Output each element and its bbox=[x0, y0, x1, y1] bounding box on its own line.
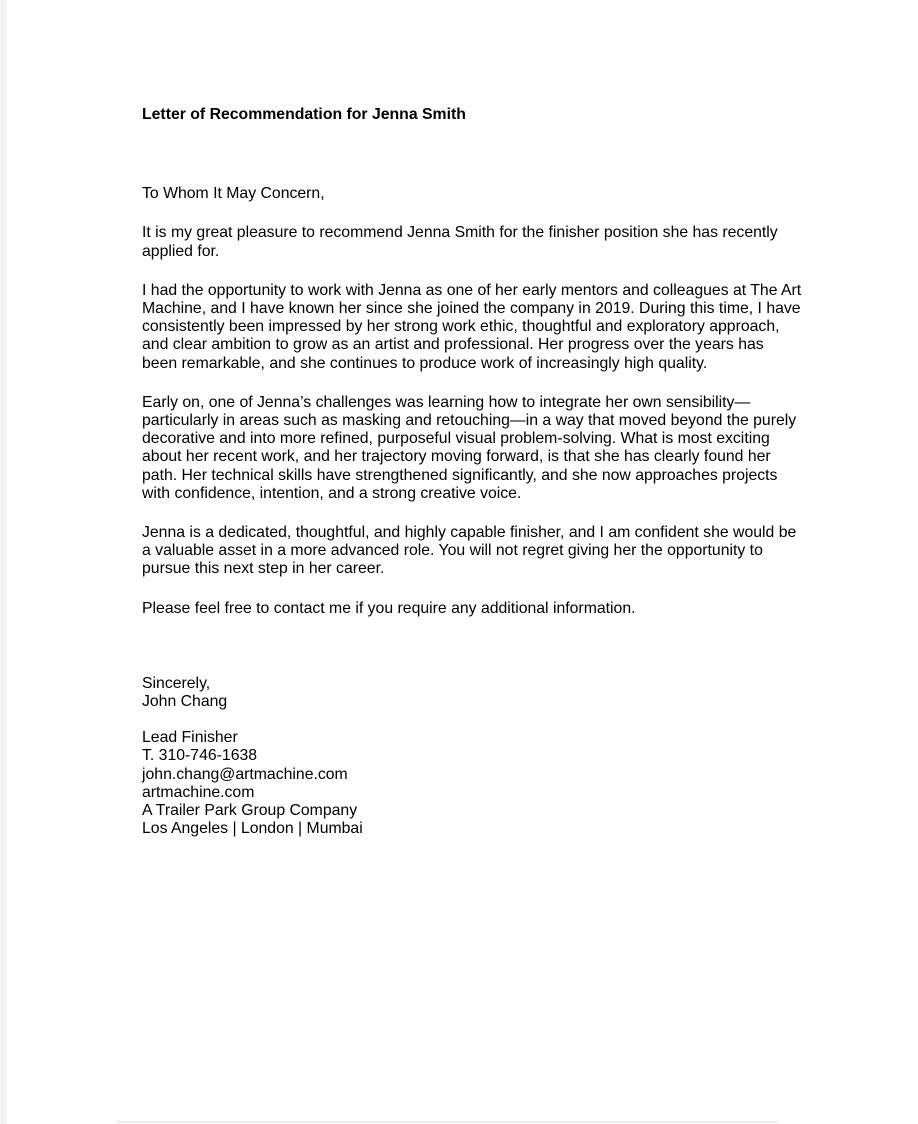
document-page bbox=[7, 0, 918, 1124]
signer-name: John Chang bbox=[142, 693, 228, 711]
closing-block bbox=[142, 675, 802, 711]
paragraph-endorsement: Jenna is a dedicated, thoughtful, and highly capable finisher, and I am confident she would be a valuable asset in a more advanced role. You will not regret giving her the opportunity to pursue this next step in her career. bbox=[142, 524, 797, 578]
signer-email: john.chang@artmachine.com bbox=[142, 765, 348, 783]
salutation: To Whom It May Concern, bbox=[142, 185, 325, 203]
signer-phone: T. 310-746-1638 bbox=[142, 747, 258, 765]
paragraph-growth: Early on, one of Jenna’s challenges was learning how to integrate her own sensibility—particularly in areas such as masking and retouching—in a way that moved beyond the purely decorative and into more refined, purposeful visual problem-solving. What is most exciting about her recent work, and her trajectory moving forward, is that she has clearly found her path. Her technical skills have strengthened significantly, and she now approaches projects with confidence, intention, and a strong creative voice. bbox=[142, 393, 797, 502]
company-website: artmachine.com bbox=[142, 783, 255, 801]
paragraph-intro: It is my great pleasure to recommend Jenna Smith for the finisher position she has recently applied for. bbox=[142, 224, 778, 260]
signature-block bbox=[142, 729, 802, 838]
company-group: A Trailer Park Group Company bbox=[142, 802, 358, 820]
company-locations: Los Angeles | London | Mumbai bbox=[142, 820, 363, 838]
paragraph-contact: Please feel free to contact me if you require any additional information. bbox=[142, 599, 636, 617]
letter-title: Letter of Recommendation for Jenna Smith bbox=[142, 106, 466, 123]
paragraph-background: I had the opportunity to work with Jenna as one of her early mentors and colleagues at The Art Machine, and I have known her since she joined the company in 2019. During this time, I have consistently been impressed by her strong work ethic, thoughtful and exploratory approach, and clear ambition to grow as an artist and professional. Her progress over the years has been remarkable, and she continues to produce work of increasingly high quality. bbox=[142, 281, 802, 372]
closing-word: Sincerely, bbox=[142, 674, 211, 692]
page-bottom-divider bbox=[117, 1121, 777, 1123]
letter-body bbox=[142, 106, 802, 838]
signer-title: Lead Finisher bbox=[142, 729, 238, 747]
